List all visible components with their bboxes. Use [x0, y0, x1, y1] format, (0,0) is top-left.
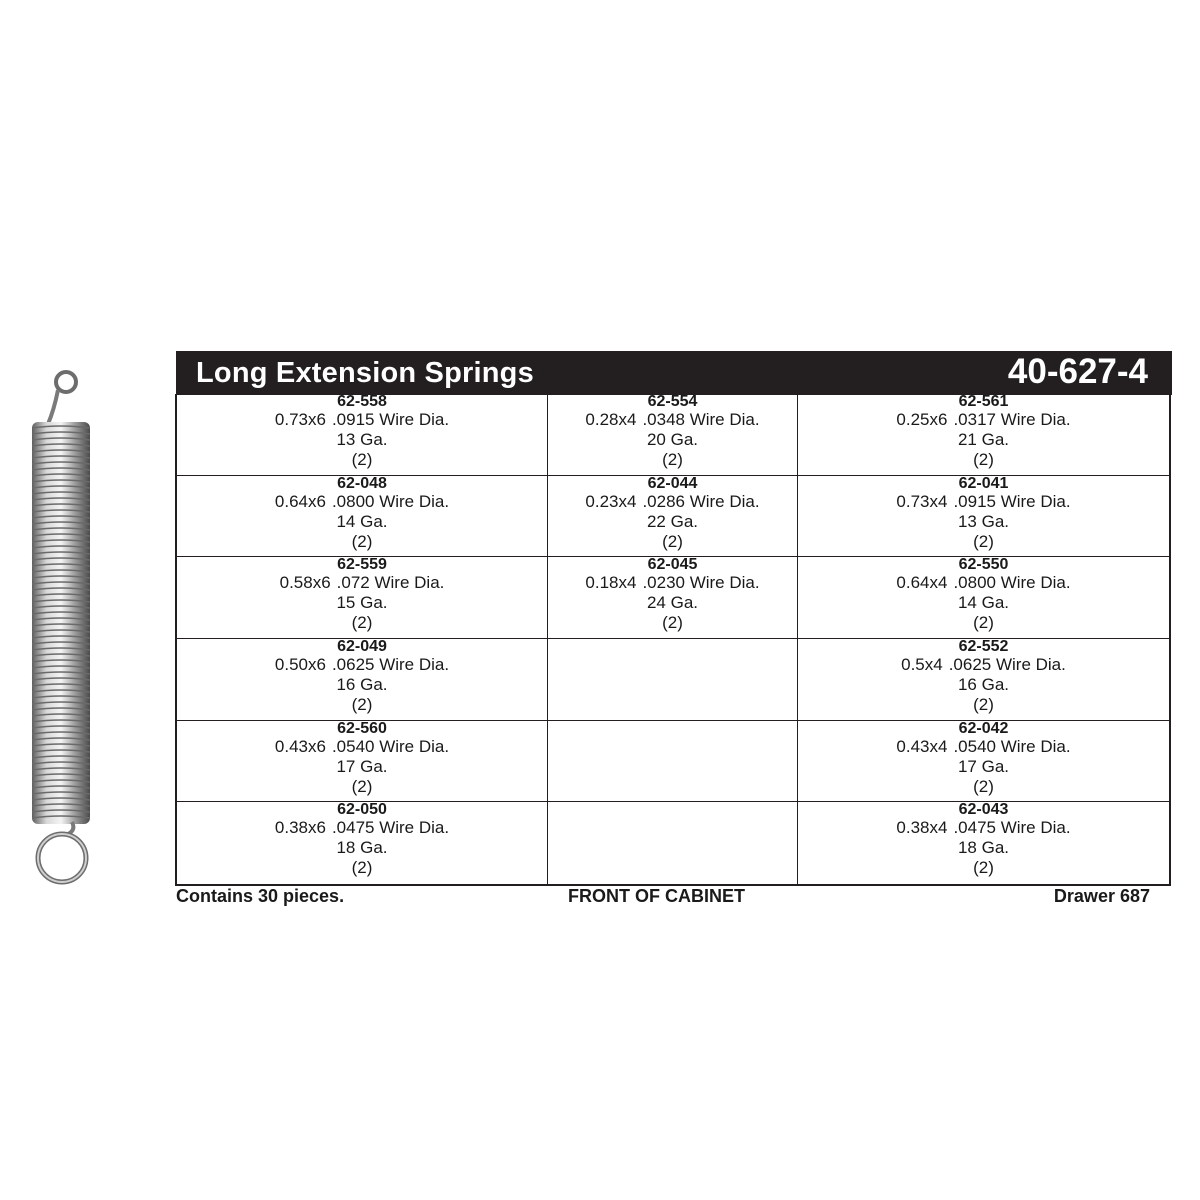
wire-diameter: .0286 Wire Dia.	[642, 491, 760, 511]
wire-diameter: .0475 Wire Dia.	[953, 818, 1071, 838]
spring-spec	[548, 410, 797, 430]
compartment-cell	[177, 802, 548, 884]
quantity: (2)	[973, 858, 994, 878]
spring-spec	[177, 410, 547, 430]
spring-spec	[177, 655, 547, 675]
quantity: (2)	[973, 613, 994, 633]
quantity: (2)	[351, 450, 373, 469]
part-number: 62-050	[337, 802, 387, 819]
part-number: 62-048	[337, 475, 387, 492]
compartment-cell	[177, 557, 548, 639]
wire-gauge: 24 Ga.	[646, 593, 699, 613]
wire-diameter: .0317 Wire Dia.	[953, 410, 1071, 429]
quantity: (2)	[351, 776, 373, 796]
spring-size: 0.28x4	[585, 410, 637, 429]
quantity: (2)	[662, 613, 683, 633]
compartment-cell	[548, 476, 798, 558]
wire-diameter: .0230 Wire Dia.	[642, 573, 760, 593]
quantity: (2)	[351, 694, 373, 714]
spring-size: 0.5x4	[901, 654, 943, 674]
compartment-cell	[798, 639, 1169, 721]
compartment-cell	[548, 394, 798, 476]
wire-gauge: 18 Ga.	[336, 838, 388, 858]
wire-gauge: 15 Ga.	[336, 593, 388, 613]
spring-size: 0.64x4	[896, 573, 948, 593]
wire-diameter: .0348 Wire Dia.	[642, 410, 760, 429]
part-number: 62-044	[647, 475, 698, 492]
wire-diameter: .0915 Wire Dia.	[331, 410, 450, 429]
quantity: (2)	[973, 450, 994, 469]
wire-gauge: 16 Ga.	[957, 674, 1010, 694]
part-number: 62-043	[958, 802, 1009, 819]
part-number: 62-041	[958, 475, 1009, 492]
part-number: 62-559	[337, 557, 387, 574]
drawer-number: Drawer 687	[1053, 886, 1150, 906]
wire-diameter: .072 Wire Dia.	[336, 573, 445, 593]
part-number: 62-554	[647, 394, 698, 410]
compartment-cell	[177, 394, 548, 476]
piece-count: Contains 30 pieces.	[176, 886, 345, 906]
spring-spec	[177, 573, 547, 593]
spring-size: 0.64x6	[274, 491, 326, 511]
spring-size: 0.43x6	[274, 736, 326, 756]
quantity: (2)	[351, 858, 373, 878]
spring-size: 0.25x6	[896, 410, 948, 429]
spring-spec	[548, 573, 797, 593]
compartment-cell	[798, 394, 1169, 476]
part-number: 62-550	[958, 557, 1009, 574]
wire-gauge: 21 Ga.	[957, 430, 1010, 449]
cabinet-orientation: FRONT OF CABINET	[568, 886, 745, 906]
part-number: 62-042	[958, 720, 1009, 737]
spring-size: 0.18x4	[585, 573, 637, 593]
compartment-cell	[798, 557, 1169, 639]
spring-size: 0.58x6	[279, 573, 331, 593]
wire-gauge: 17 Ga.	[336, 756, 388, 776]
wire-diameter: .0800 Wire Dia.	[953, 573, 1071, 593]
part-number: 62-561	[958, 394, 1009, 410]
spring-spec	[177, 818, 547, 838]
compartment-cell	[798, 802, 1169, 884]
empty-compartment-cell	[548, 639, 798, 721]
drawer-compartment-grid	[175, 394, 1171, 886]
spring-spec	[177, 737, 547, 757]
spring-size: 0.73x6	[274, 410, 326, 429]
wire-diameter: .0625 Wire Dia.	[331, 654, 450, 674]
wire-diameter: .0475 Wire Dia.	[331, 818, 450, 838]
spring-size: 0.23x4	[585, 491, 637, 511]
wire-gauge: 16 Ga.	[336, 674, 388, 694]
compartment-cell	[177, 476, 548, 558]
wire-gauge: 14 Ga.	[957, 593, 1010, 613]
wire-gauge: 22 Ga.	[646, 511, 699, 531]
label-header	[176, 351, 1172, 395]
wire-gauge: 13 Ga.	[957, 511, 1010, 531]
wire-gauge: 14 Ga.	[336, 511, 388, 531]
spring-spec	[548, 492, 797, 512]
spring-size: 0.38x6	[274, 818, 326, 838]
spring-size: 0.50x6	[274, 654, 326, 674]
quantity: (2)	[973, 694, 994, 714]
part-number: 62-045	[647, 557, 698, 574]
part-number: 62-552	[958, 638, 1009, 655]
quantity: (2)	[973, 776, 994, 796]
assortment-number: 40-627-4	[1007, 352, 1148, 391]
empty-compartment-cell	[548, 802, 798, 884]
wire-diameter: .0625 Wire Dia.	[948, 654, 1066, 674]
spring-spec	[798, 492, 1169, 512]
quantity: (2)	[351, 613, 373, 633]
wire-gauge: 17 Ga.	[957, 756, 1010, 776]
quantity: (2)	[662, 531, 683, 551]
empty-compartment-cell	[548, 721, 798, 803]
quantity: (2)	[351, 531, 373, 551]
spring-spec	[798, 573, 1169, 593]
wire-gauge: 18 Ga.	[957, 838, 1010, 858]
extension-spring-image	[18, 360, 108, 890]
quantity: (2)	[662, 450, 683, 469]
wire-gauge: 13 Ga.	[336, 430, 388, 449]
compartment-cell	[177, 721, 548, 803]
compartment-cell	[798, 721, 1169, 803]
label-title: Long Extension Springs	[196, 357, 534, 389]
spring-spec	[798, 818, 1169, 838]
spring-size: 0.73x4	[896, 491, 948, 511]
compartment-cell	[798, 476, 1169, 558]
spring-spec	[798, 410, 1169, 430]
spring-spec	[177, 492, 547, 512]
spring-size: 0.43x4	[896, 736, 948, 756]
part-number: 62-558	[337, 394, 387, 410]
wire-gauge: 20 Ga.	[646, 430, 699, 449]
part-number: 62-560	[337, 720, 387, 737]
spring-spec	[798, 655, 1169, 675]
compartment-cell	[177, 639, 548, 721]
wire-diameter: .0915 Wire Dia.	[953, 491, 1071, 511]
quantity: (2)	[973, 531, 994, 551]
wire-diameter: .0540 Wire Dia.	[953, 736, 1071, 756]
wire-diameter: .0800 Wire Dia.	[331, 491, 450, 511]
spring-spec	[798, 737, 1169, 757]
wire-diameter: .0540 Wire Dia.	[331, 736, 450, 756]
part-number: 62-049	[337, 638, 387, 655]
spring-size: 0.38x4	[896, 818, 948, 838]
compartment-cell	[548, 557, 798, 639]
